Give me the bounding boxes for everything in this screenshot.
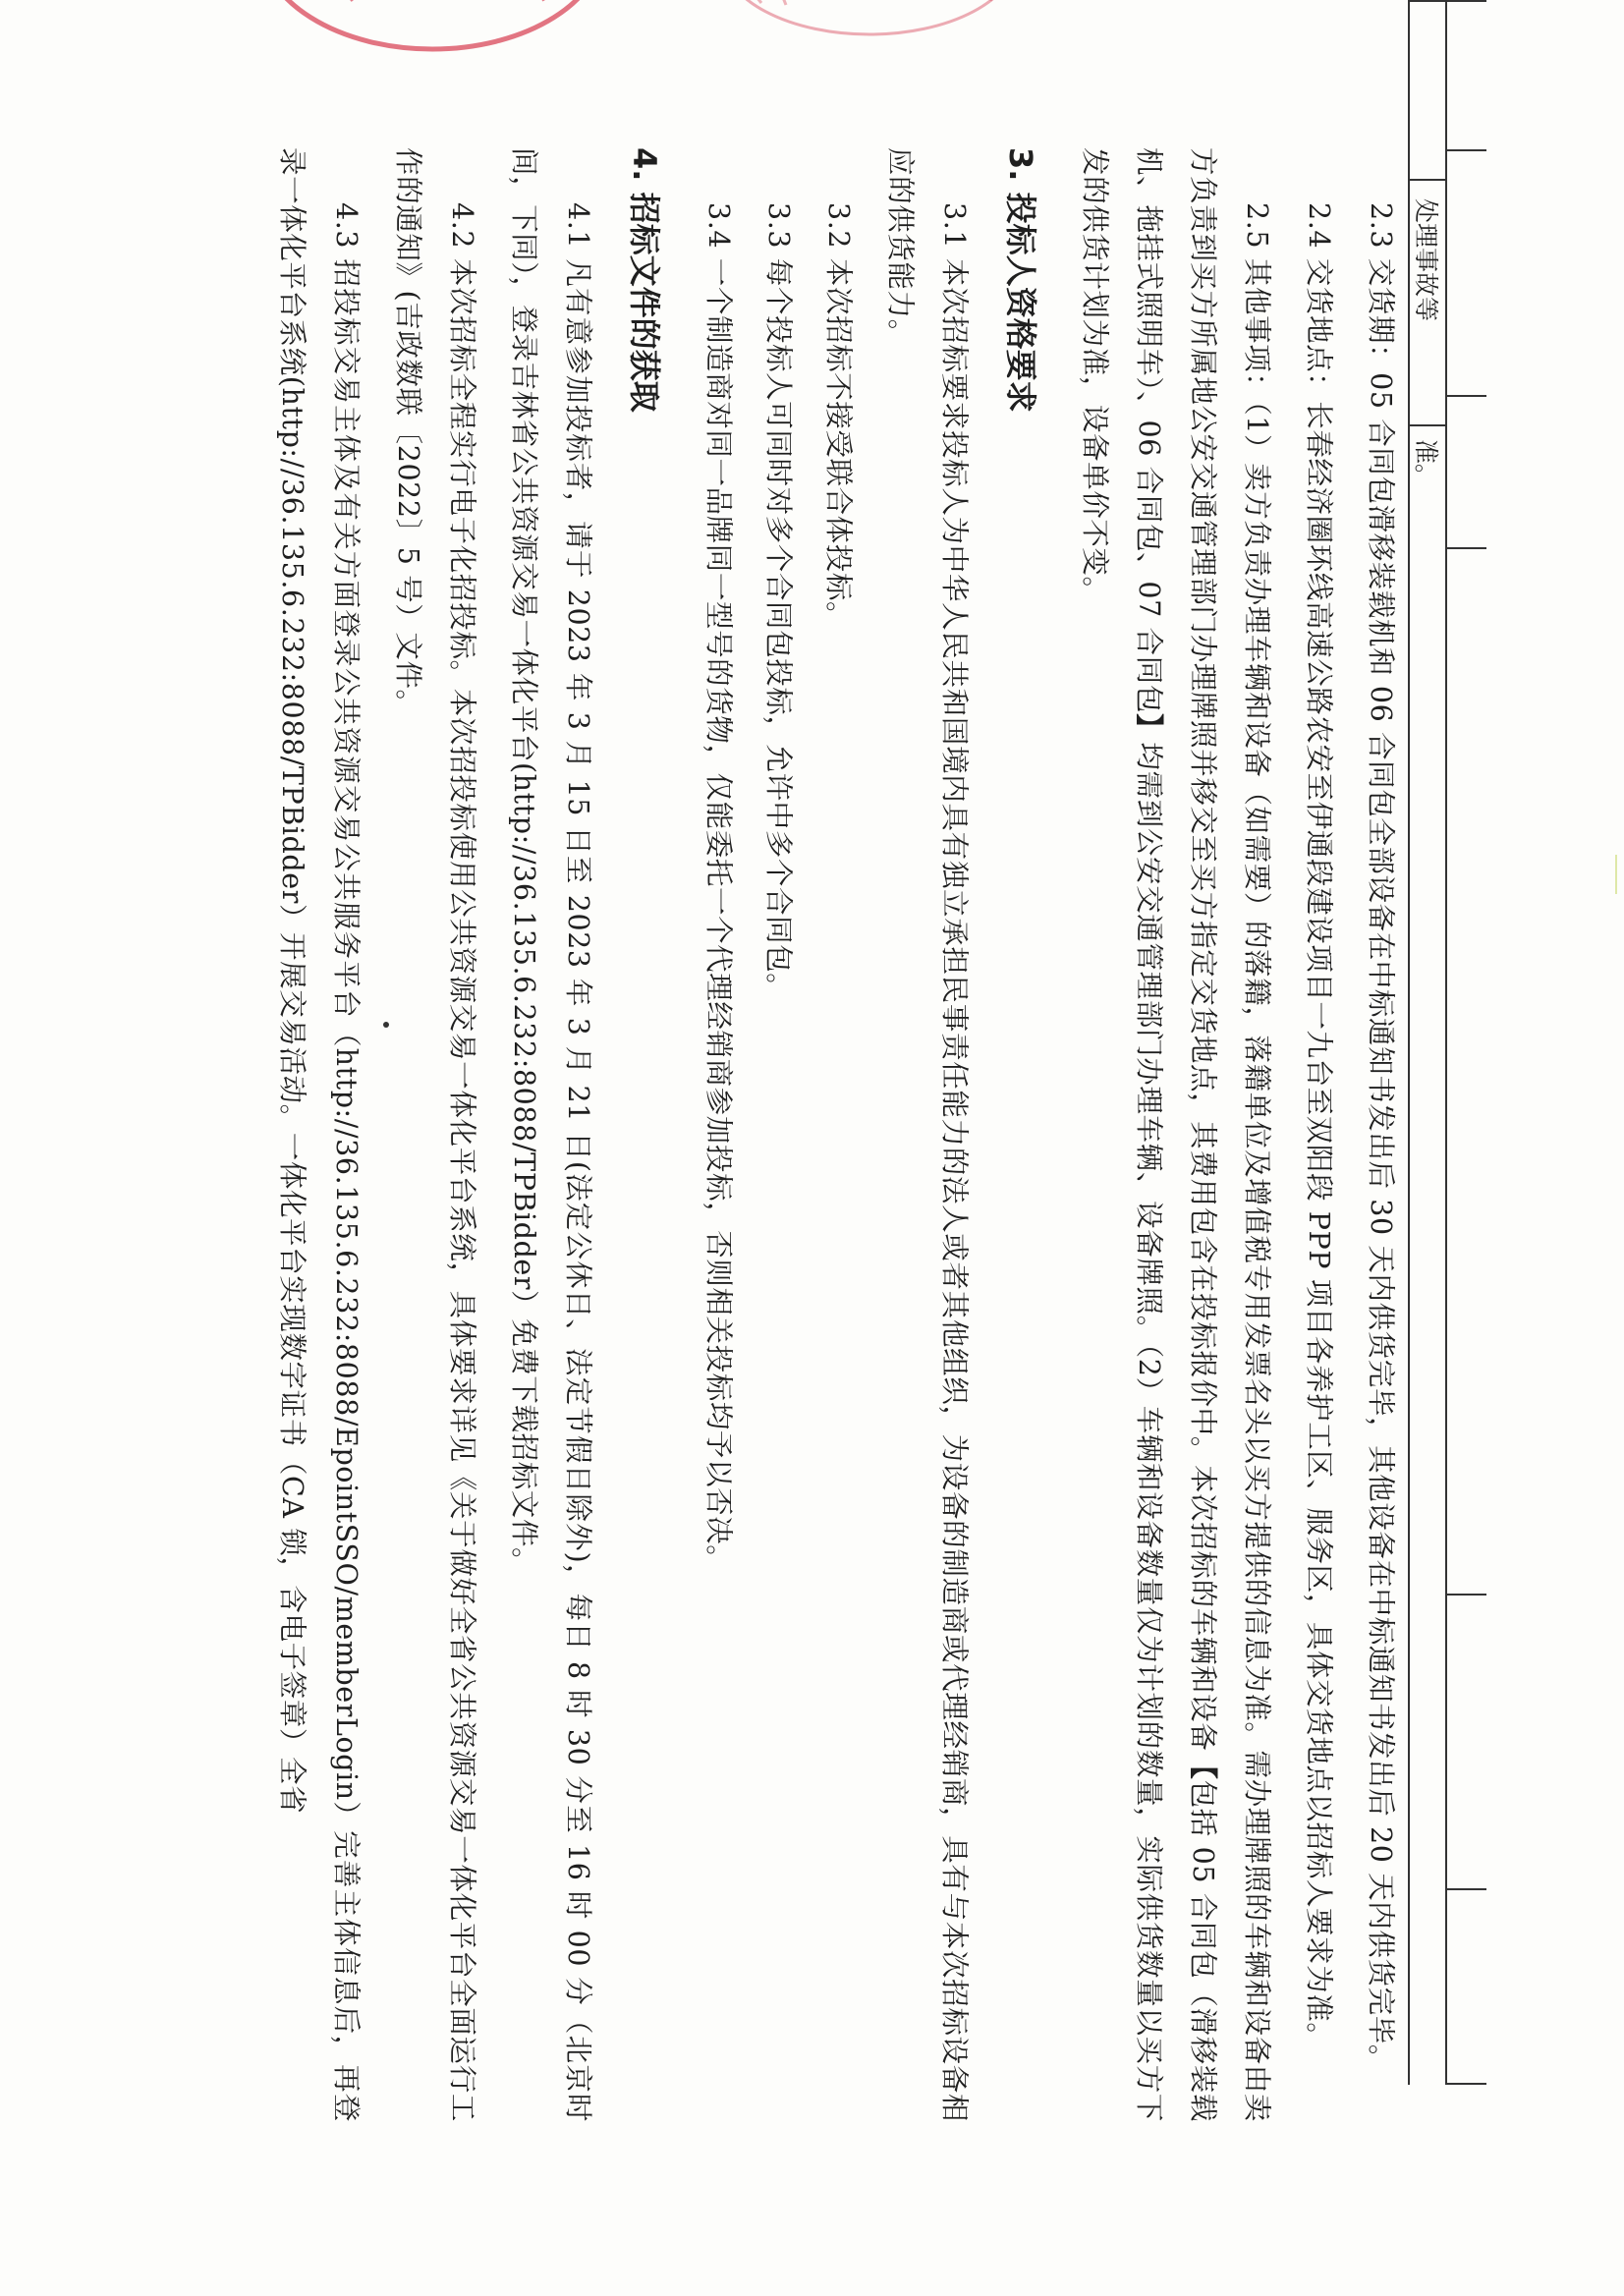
paragraph-4-2: 4.2 本次招标全程实行电子化招投标。本次招投标使用公共资源交易一体化平台系统，具体要求详见《关于做好全省公共资源交易一体化平台全面运行工作的通知》(吉政数联〔2022〕5 号）文件。 [392,147,478,2122]
document-body [257,147,1408,2122]
paragraph-3-1: 3.1 本次招标要求投标人为中华人民共和国境内具有独立承担民事责任能力的法人或者其他组织，为设备的制造商或代理经销商，具有与本次招标设备相应的供货能力。 [884,147,971,2122]
bracket-close: 】 [1133,713,1166,743]
paragraph-3-4: 3.4 一个制造商对同一品牌同一型号的货物，仅能委托一个代理经销商参加投标，否则相关投标均予以否决。 [702,202,735,1574]
paragraph-4-3: 4.3 招投标交易主体及有关方面登录公共资源交易公共服务平台（http://36.135.6.232:8088/EpointSSO/memberLogin）完善主体信息后，再登录一体化平台系统(http://36.135.6.232:8088/TPBidder）开展交易活动。一体化平台实现数字证书（CA 锁，含电子签章）全省 [276,147,363,2122]
table-col-line [1447,2083,1486,2085]
section-heading-3: 3. 投标人资格要求 [1002,147,1039,413]
table-col-line [1410,424,1447,426]
table-cell-left: 处理事故等 [1412,198,1440,322]
table-col-line [1410,179,1447,181]
paragraph-2-5-part1: 2.5 其他事项：（1）卖方负责办理车辆和设备（如需要）的落籍，落籍单位及增值税专用发票名头以买方提供的信息为准。需办理牌照的车辆和设备由卖方负责到买方所属地公安交通管理部门办理牌照并移交至买方指定交货地点，其费用包含在投标报价中。本次招标的车辆和设备 [1187,147,1273,2122]
section-heading-4: 4. 招标文件的获取 [626,147,663,413]
paragraph-2-5-part2: 包括 05 合同包（滑移装载机、拖挂式照明车）、06 合同包、07 合同包 [1133,147,1219,2122]
table-col-line [1447,395,1486,397]
table-col-line [1447,1888,1486,1890]
paragraph-4-1: 4.1 凡有意参加投标者，请于 2023 年 3 月 15 日至 2023 年 3 月 21 日(法定公休日、法定节假日除外)，每日 8 时 30 分至 16 时 00 分（北京时间，下同），登录吉林省公共资源交易一体化平台(http://36.135.6.232:8088/TPBidder）免费下载招标文件。 [508,147,594,2122]
paragraph-2-5 [1068,147,1284,2122]
table-fragment [1408,0,1486,2085]
table-col-line [1447,1594,1486,1596]
bracket-open: 【 [1187,1751,1220,1780]
table-cell-right: 准。 [1412,439,1440,489]
paragraph-3-3: 3.3 每个投标人可同时对多个合同包投标，允许中多个合同包。 [762,202,795,1002]
table-row-line [1445,2,1447,2085]
paragraph-3-2: 3.2 本次招标不接受联合体投标。 [822,202,855,631]
paragraph-2-5-part3: 均需到公安交通管理部门办理车辆、设备牌照。（2）车辆和设备数量仅为计划的数量，实际供货数量以买方下发的供货计划为准，设备单价不变。 [1079,147,1165,2123]
table-col-line [1447,547,1486,549]
paragraph-2-4: 2.4 交货地点：长春经济圈环线高速公路农安至伊通段建设项目一九台至双阳段 PPP 项目各养护工区、服务区，具体交货地点以招标人要求为准。 [1303,202,1335,2051]
table-col-line [1447,149,1486,151]
paragraph-2-3: 2.3 交货期：05 合同包滑移装载机和 06 合同包全部设备在中标通知书发出后 30 天内供货完毕，其他设备在中标通知书发出后 20 天内供货完毕。 [1365,202,1397,2073]
